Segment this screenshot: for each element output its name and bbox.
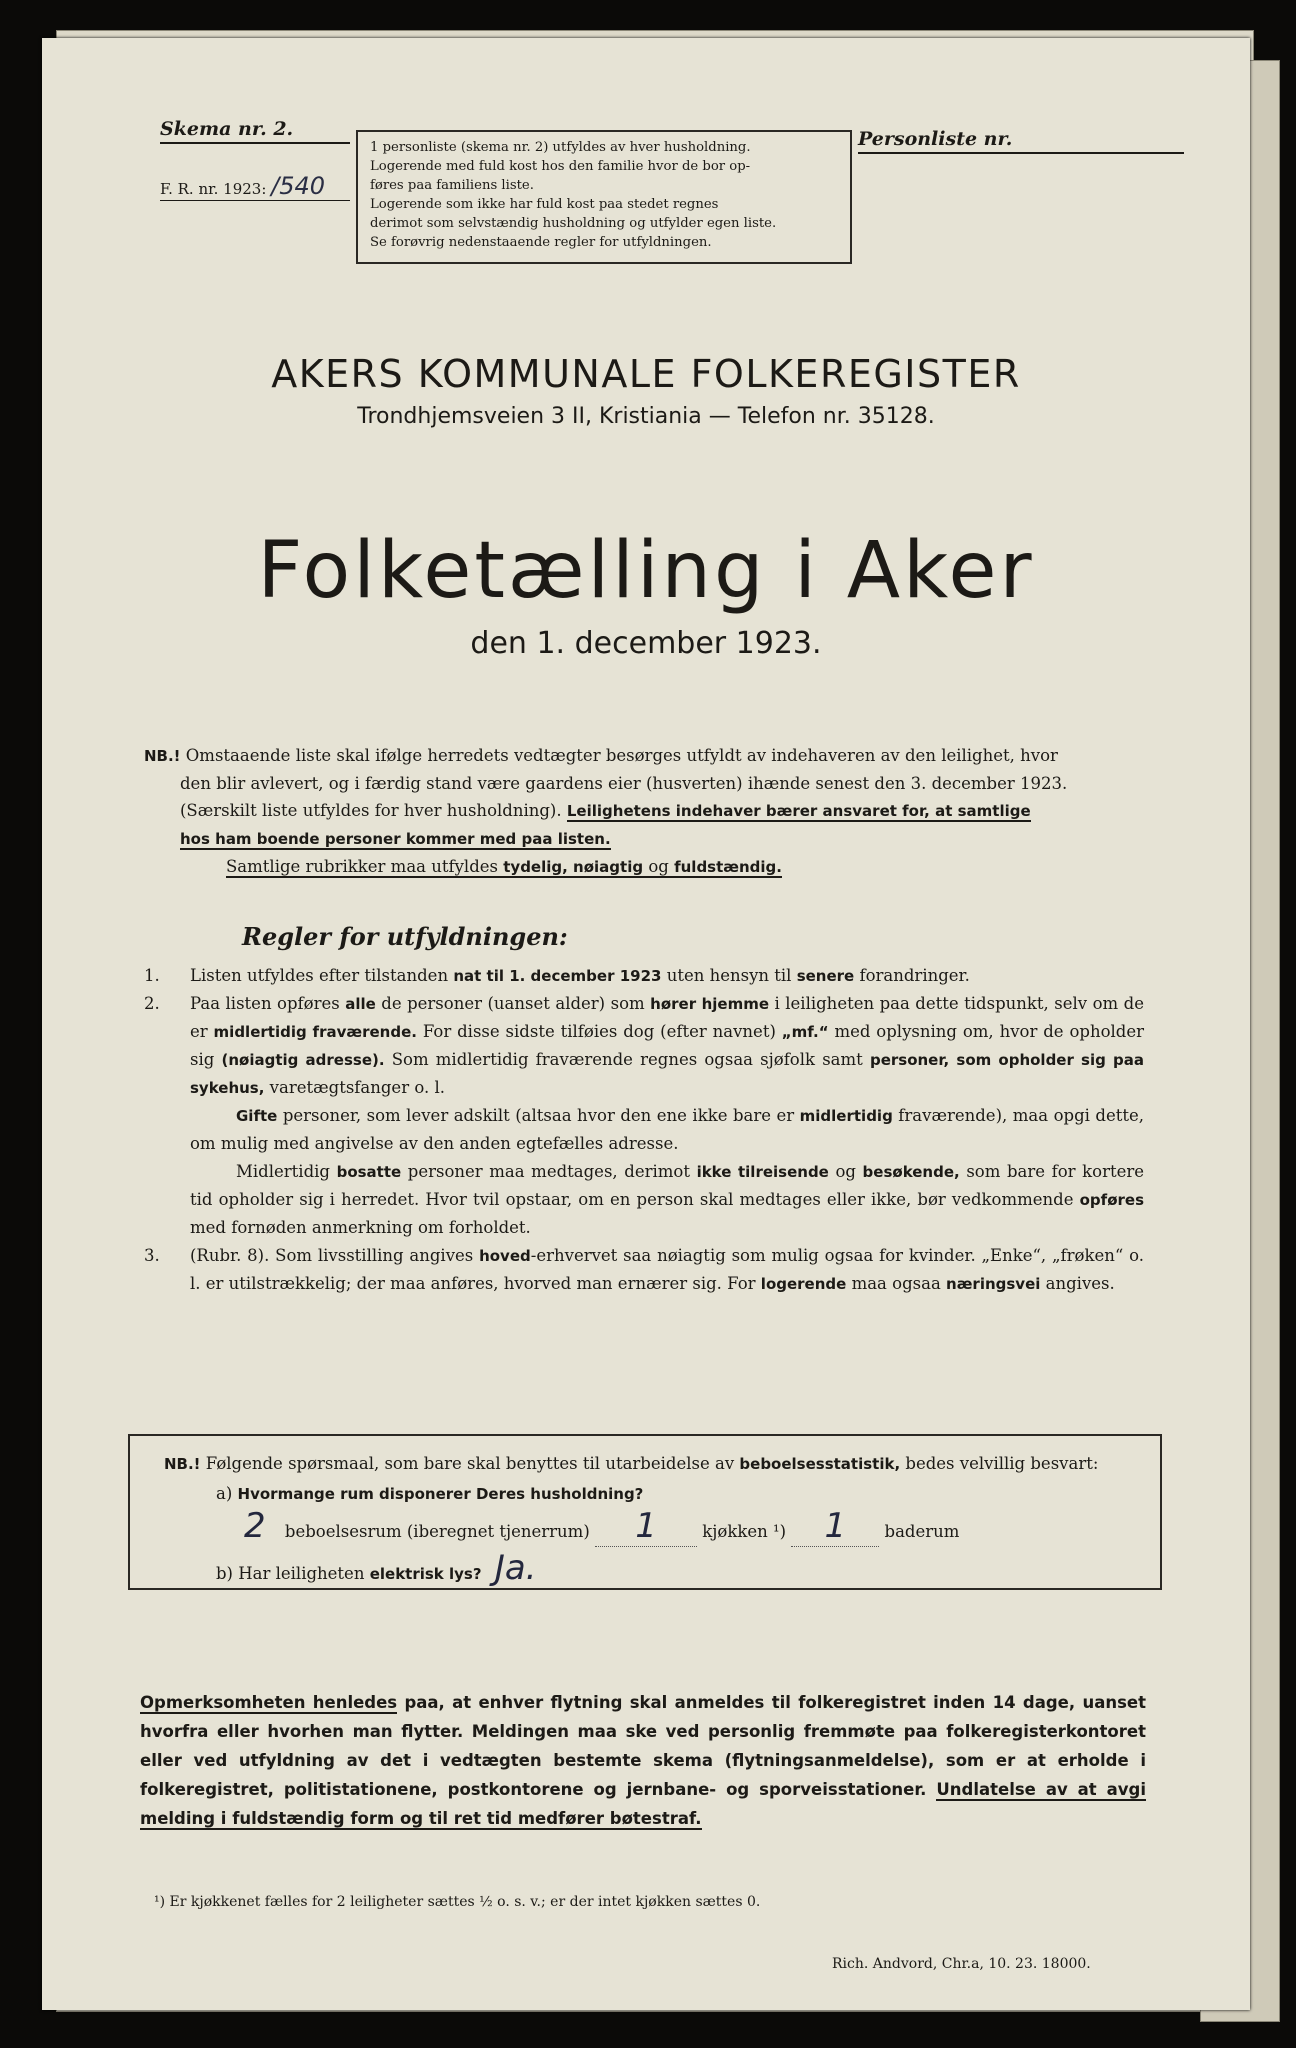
rule-bold: senere bbox=[796, 967, 855, 985]
rule-number: 2. bbox=[144, 994, 160, 1013]
instruction-line: Logerende som ikke har fuld kost paa stedet regnes bbox=[370, 197, 719, 212]
rule-item bbox=[144, 990, 1144, 1242]
rule-text: -erhvervet saa nøiagtig som mulig ogsaa for kvinder. „Enke“, „frøken“ o. l. er utilstrækkelig; der maa anføres, hvorved man ernærer sig. For bbox=[190, 1246, 1144, 1293]
instruction-line: 1 personliste (skema nr. 2) utfyldes av hver husholdning. bbox=[370, 140, 751, 155]
housing-intro bbox=[164, 1450, 1144, 1478]
notice-text: paa, at enhver flytning skal anmeldes til folkeregistret inden 14 dage, uanset hvorfra eller hvorhen man flytter. Meldingen maa ske ved personlig fremmøte paa folkeregisterkontoret eller ved utfyldning av det i vedtægten bestemte skema (flytningsanmeldelse), som er at erholde i folkeregistret, politistationene, postkontorene og jernbane- og sporveisstationer. bbox=[140, 1693, 1146, 1799]
rule-text: angives. bbox=[1040, 1274, 1115, 1293]
housing-text: bedes velvillig besvart: bbox=[900, 1454, 1099, 1473]
rule-text: forandringer. bbox=[854, 966, 970, 985]
question-text: Hvormange rum disponerer Deres husholdning? bbox=[237, 1485, 644, 1503]
rule-text: varetægtsfanger o. l. bbox=[264, 1078, 445, 1097]
rule-text: som bare for kortere tid opholder sig i herredet. Hvor tvil opstaar, om en person skal medtages eller ikke, bør vedkommende bbox=[190, 1162, 1145, 1209]
rule-bold: opføres bbox=[1079, 1191, 1144, 1209]
rule-bold: (nøiagtig adresse). bbox=[221, 1051, 385, 1069]
nb-notice bbox=[144, 742, 1144, 881]
nb-emphasis: hos ham boende personer kommer med paa listen. bbox=[180, 830, 611, 848]
rule-text: maa ogsaa bbox=[846, 1274, 947, 1293]
nb-line bbox=[144, 853, 1144, 881]
rule-paragraph bbox=[190, 1102, 1144, 1158]
rooms-value[interactable]: 2 bbox=[244, 1506, 266, 1546]
nb-label: NB.! bbox=[144, 747, 181, 765]
nb-label: NB.! bbox=[164, 1455, 201, 1473]
rule-text: med fornøden anmerkning om forholdet. bbox=[190, 1218, 531, 1237]
bath-field[interactable] bbox=[791, 1506, 879, 1547]
rule-text: uten hensyn til bbox=[661, 966, 797, 985]
housing-questions bbox=[164, 1450, 1144, 1588]
rule-paragraph bbox=[190, 1158, 1144, 1242]
rule-bold: „mf.“ bbox=[781, 1023, 829, 1041]
organization-address: Trondhjemsveien 3 II, Kristiania — Telefon nr. 35128. bbox=[357, 404, 935, 429]
nb-text: Omstaaende liste skal ifølge herredets vedtægter besørges utfyldt av indehaveren av den leilighet, hvor bbox=[185, 746, 1058, 765]
nb-emphasis bbox=[226, 857, 782, 878]
rooms-answer-row bbox=[164, 1506, 1144, 1552]
rule-text: Som midlertidig fraværende regnes ogsaa sjøfolk samt bbox=[384, 1050, 870, 1069]
rule-bold: bosatte bbox=[336, 1163, 402, 1181]
housing-bold: beboelsesstatistik, bbox=[739, 1455, 901, 1473]
rule-bold: personer, som opholder sig paa sykehus, bbox=[190, 1051, 1144, 1097]
rule-text: Paa listen opføres bbox=[190, 994, 346, 1013]
page-subtitle: den 1. december 1923. bbox=[470, 626, 822, 661]
rule-text: de personer (uanset alder) som bbox=[375, 994, 651, 1013]
nb-text: og bbox=[643, 857, 675, 876]
question-text: elektrisk lys? bbox=[369, 1565, 482, 1583]
rule-bold: logerende bbox=[760, 1275, 847, 1293]
question-b bbox=[164, 1548, 1144, 1588]
rooms-label: beboelsesrum (iberegnet tjenerrum) bbox=[284, 1522, 590, 1541]
skema-number: Skema nr. 2. bbox=[160, 118, 294, 140]
rule-bold: alle bbox=[345, 995, 376, 1013]
rule-bold: næringsvei bbox=[946, 1275, 1041, 1293]
rule-text: med oplysning om, hvor de opholder sig bbox=[190, 1022, 1144, 1069]
rule-bold: ikke tilreisende bbox=[696, 1163, 829, 1181]
housing-text: Følgende spørsmaal, som bare skal benyttes til utarbeidelse av bbox=[205, 1454, 740, 1473]
printer-imprint: Rich. Andvord, Chr.a, 10. 23. 18000. bbox=[832, 1956, 1091, 1972]
rule-item bbox=[144, 1242, 1144, 1298]
instruction-line: Se forøvrig nedenstaaende regler for utfyldningen. bbox=[370, 235, 712, 250]
rule-bold: hører hjemme bbox=[650, 995, 769, 1013]
skema-underline bbox=[160, 142, 350, 144]
nb-line: den blir avlevert, og i færdig stand være gaardens eier (husverten) ihænde senest den 3. december 1923. bbox=[180, 774, 1068, 793]
instruction-box bbox=[356, 130, 852, 264]
instruction-line: derimot som selvstændig husholdning og utfylder egen liste. bbox=[370, 216, 777, 231]
rule-number: 3. bbox=[144, 1246, 160, 1265]
nb-bold: fuldstændig. bbox=[674, 858, 782, 876]
nb-line bbox=[144, 742, 1144, 770]
question-a bbox=[164, 1480, 1144, 1508]
rule-text: fraværende), maa opgi dette, om mulig med angivelse av den anden egtefælles adresse. bbox=[190, 1106, 1144, 1153]
kitchen-value: 1 bbox=[635, 1506, 657, 1546]
organization-name: AKERS KOMMUNALE FOLKEREGISTER bbox=[271, 352, 1021, 396]
fr-value: /540 bbox=[271, 172, 326, 200]
rule-bold: besøkende, bbox=[862, 1163, 960, 1181]
instruction-line: Logerende med fuld kost hos den familie hvor de bor op- bbox=[370, 159, 751, 174]
fr-underline bbox=[160, 200, 350, 201]
bath-label: baderum bbox=[884, 1522, 960, 1541]
rule-bold: Gifte bbox=[236, 1107, 278, 1125]
nb-text: Samtlige rubrikker maa utfyldes bbox=[226, 857, 504, 876]
fr-number bbox=[160, 172, 325, 200]
rule-bold: midlertidig fraværende. bbox=[213, 1023, 417, 1041]
nb-text: (Særskilt liste utfyldes for hver husholdning). bbox=[180, 801, 562, 820]
nb-line bbox=[144, 825, 1144, 853]
fr-label: F. R. nr. 1923: bbox=[160, 180, 267, 198]
notice-emphasis: Opmerksomheten henledes bbox=[140, 1693, 398, 1712]
bath-value: 1 bbox=[824, 1506, 847, 1546]
rule-bold: midlertidig bbox=[799, 1107, 893, 1125]
moving-notice bbox=[140, 1688, 1146, 1833]
nb-line bbox=[144, 797, 1144, 825]
rule-text: i leiligheten paa dette tidspunkt, selv om de er bbox=[190, 994, 1144, 1041]
rule-text: personer maa medtages, derimot bbox=[401, 1162, 697, 1181]
nb-emphasis: Leilighetens indehaver bærer ansvaret for, at samtlige bbox=[566, 802, 1031, 820]
personliste-number: Personliste nr. bbox=[858, 128, 1184, 154]
rule-text: (Rubr. 8). Som livsstilling angives bbox=[190, 1246, 480, 1265]
rule-text: og bbox=[828, 1162, 863, 1181]
rules-list bbox=[144, 962, 1144, 1298]
rule-bold: hoved bbox=[479, 1247, 531, 1265]
rule-number: 1. bbox=[144, 966, 160, 985]
rule-text: For disse sidste tilføies dog (efter navnet) bbox=[416, 1022, 782, 1041]
instruction-line: føres paa familiens liste. bbox=[370, 178, 534, 193]
notice-emphasis: Undlatelse av at avgi melding i fuldstændig form og til ret tid medfører bøtestraf. bbox=[140, 1780, 1146, 1828]
rules-title: Regler for utfyldningen: bbox=[242, 922, 568, 951]
rule-text: Midlertidig bbox=[236, 1162, 337, 1181]
nb-bold: tydelig, nøiagtig bbox=[503, 858, 644, 876]
question-prefix: b) Har leiligheten bbox=[216, 1564, 370, 1583]
page-title: Folketælling i Aker bbox=[257, 526, 1035, 616]
rule-bold: nat til 1. december 1923 bbox=[453, 967, 662, 985]
electric-value[interactable]: Ja. bbox=[494, 1548, 537, 1588]
footnote: ¹) Er kjøkkenet fælles for 2 leiligheter sættes ½ o. s. v.; er der intet kjøkken sættes 0. bbox=[154, 1894, 761, 1910]
rule-text: personer, som lever adskilt (altsaa hvor den ene ikke bare er bbox=[277, 1106, 800, 1125]
kitchen-field[interactable] bbox=[595, 1506, 697, 1547]
question-prefix: a) bbox=[216, 1484, 238, 1503]
rule-item bbox=[144, 962, 1144, 990]
kitchen-label: kjøkken ¹) bbox=[702, 1522, 787, 1541]
census-form bbox=[42, 38, 1250, 2010]
rule-text: Listen utfyldes efter tilstanden bbox=[190, 966, 454, 985]
